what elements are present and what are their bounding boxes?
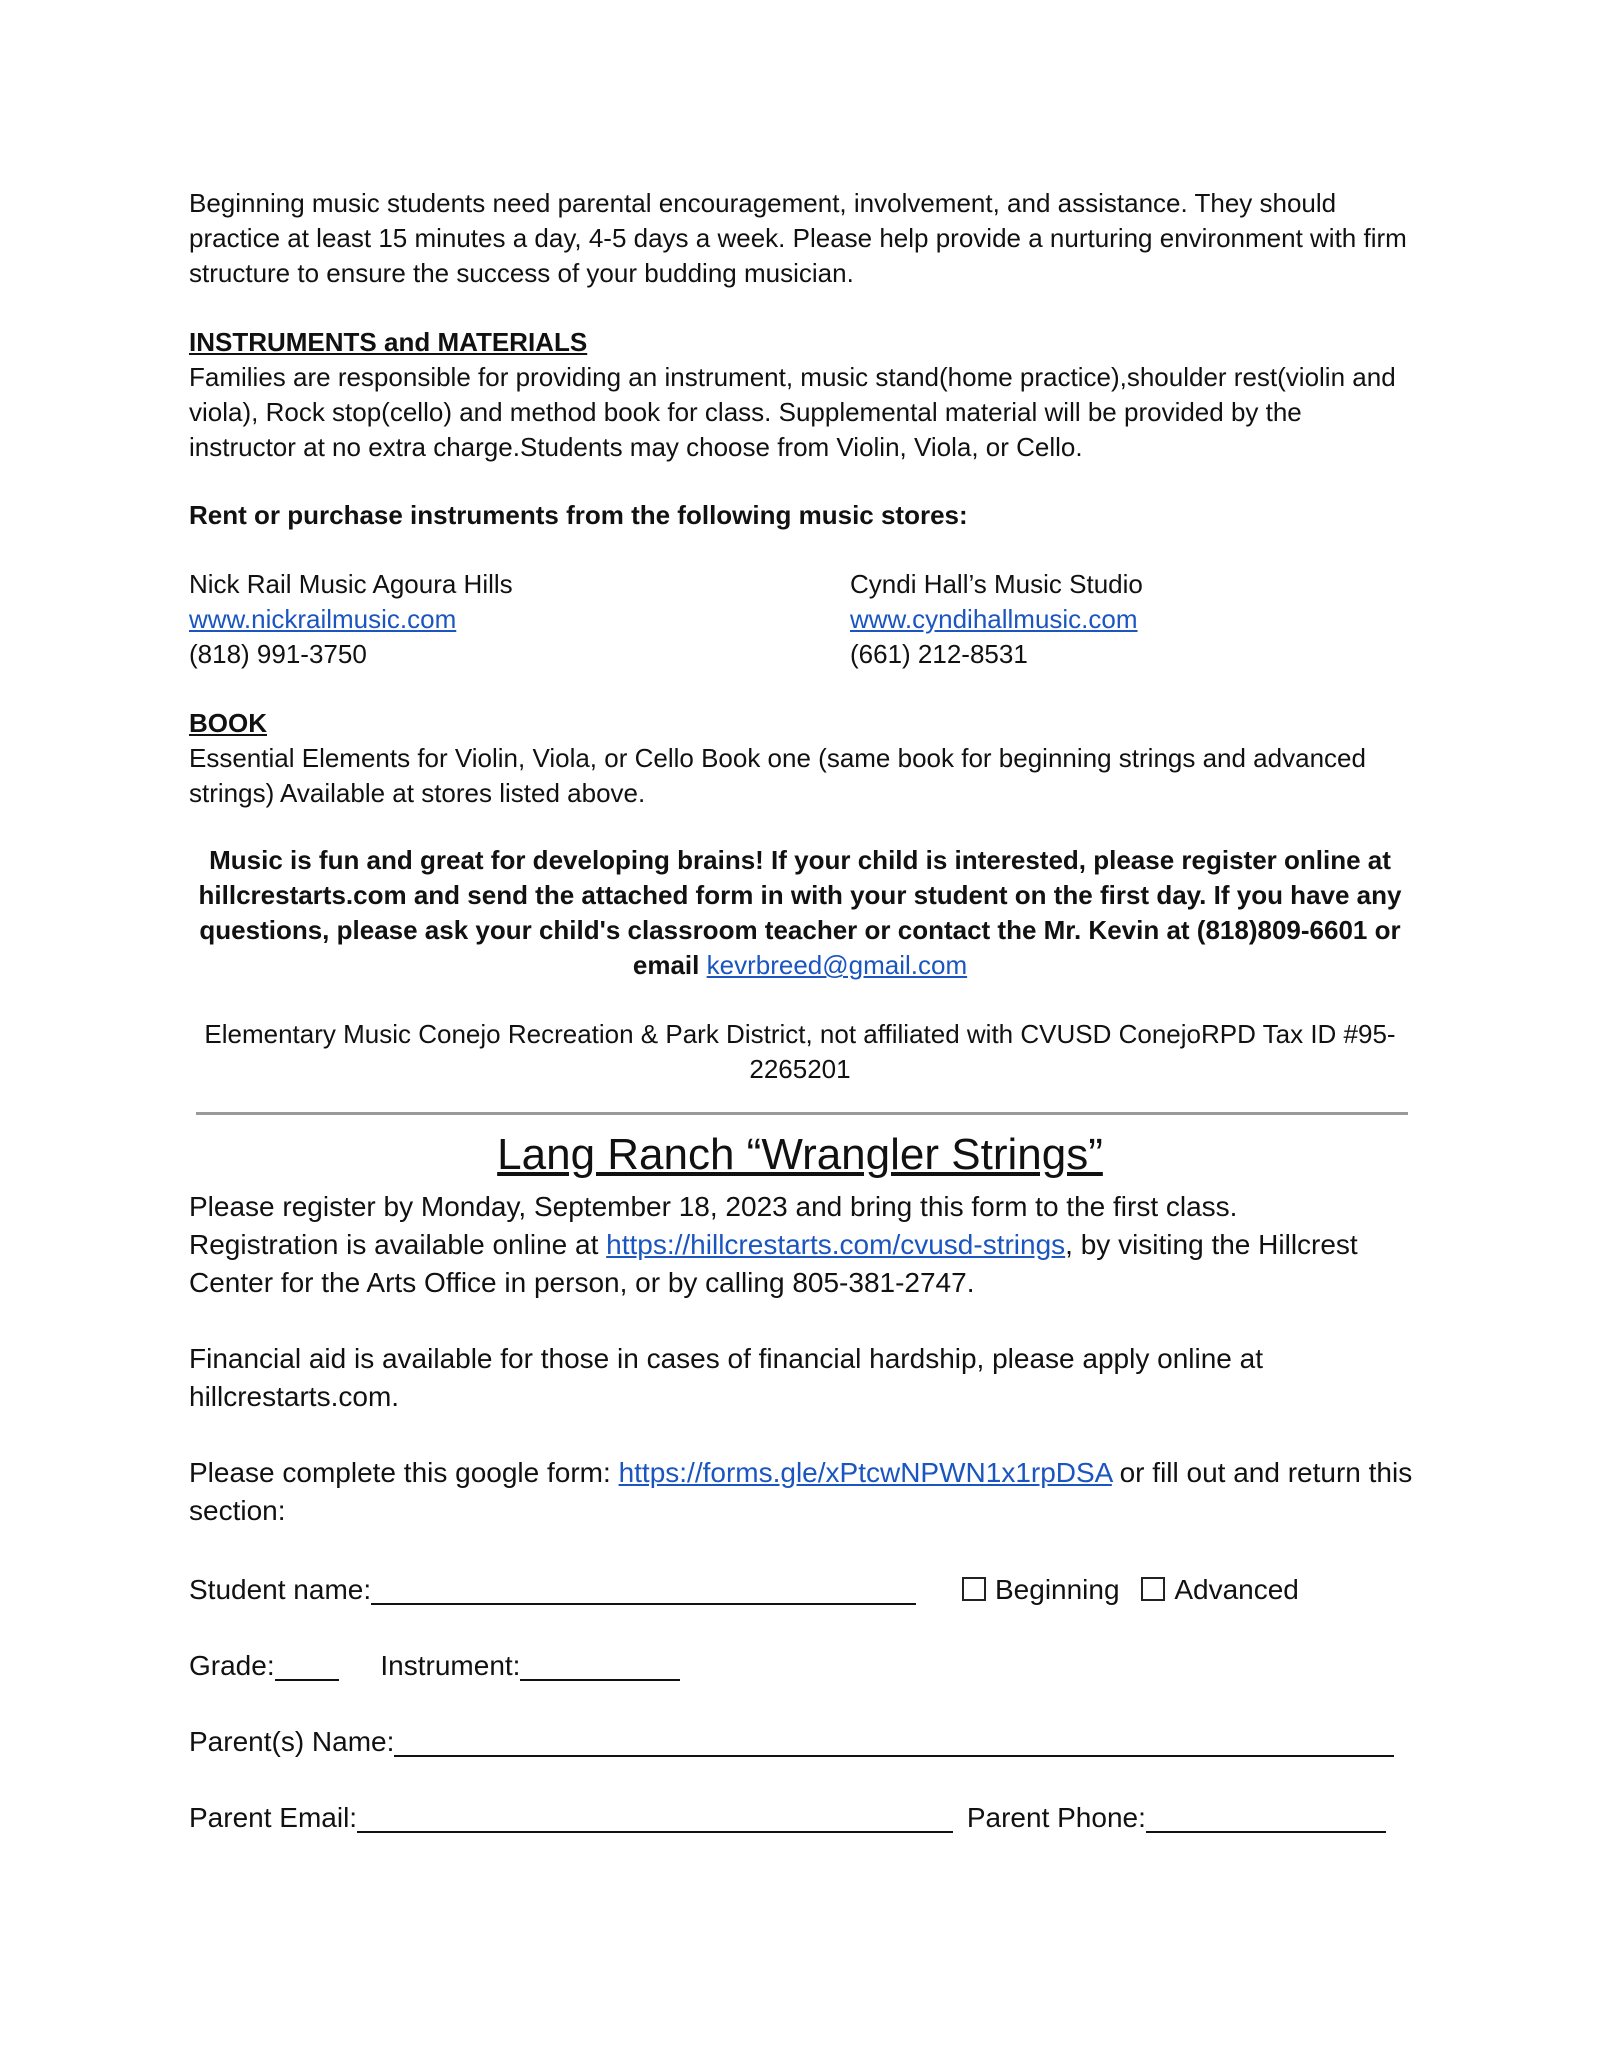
store-name: Cyndi Hall’s Music Studio	[850, 569, 1143, 599]
book-heading: BOOK	[189, 708, 267, 738]
parent-phone-label: Parent Phone:	[966, 1802, 1146, 1833]
callout-text: Music is fun and great for developing brains! If your child is interested, please register online at hillcrestarts.com and send the attached form in with your student on the first day. If you have any questions, please ask your child's classroom teacher or contact the Mr. Kevin at (818)809-6601 or email	[198, 845, 1402, 980]
advanced-option[interactable]	[1141, 1574, 1299, 1605]
instrument-field[interactable]	[520, 1649, 680, 1681]
intro-paragraph: Beginning music students need parental encouragement, involvement, and assistance. They should practice at least 15 minutes a day, 4-5 days a week. Please help provide a nurturing environment with firm structure to ensure the success of your budding musician.	[189, 188, 1407, 288]
footer-note: Elementary Music Conejo Recreation & Park District, not affiliated with CVUSD ConejoRPD Tax ID #95-2265201	[204, 1019, 1396, 1084]
checkbox-icon[interactable]	[1141, 1577, 1165, 1601]
stores-heading: Rent or purchase instruments from the following music stores:	[189, 500, 968, 530]
book-paragraph: Essential Elements for Violin, Viola, or Cello Book one (same book for beginning strings and advanced strings) Available at stores listed above.	[189, 743, 1366, 808]
footer-note-section	[189, 1017, 1411, 1087]
beginning-label: Beginning	[995, 1574, 1120, 1605]
instruments-heading: INSTRUMENTS and MATERIALS	[189, 327, 588, 357]
store-nick-rail	[189, 567, 513, 672]
student-name-row	[189, 1572, 916, 1608]
checkbox-icon[interactable]	[962, 1577, 986, 1601]
parent-phone-field[interactable]	[1146, 1801, 1386, 1833]
callout-paragraph	[189, 843, 1411, 983]
store-phone: (661) 212-8531	[850, 639, 1028, 669]
store-name: Nick Rail Music Agoura Hills	[189, 569, 513, 599]
grade-field[interactable]	[275, 1649, 339, 1681]
parent-email-field[interactable]	[357, 1801, 953, 1833]
beginning-option[interactable]	[962, 1574, 1120, 1605]
google-form-link[interactable]: https://forms.gle/xPtcwNPWN1x1rpDSA	[618, 1457, 1112, 1488]
parent-name-row	[189, 1724, 1394, 1760]
registration-suffix: , by visiting the Hillcrest Center for the Arts Office in person, or by calling 805-381-2747.	[189, 1229, 1358, 1298]
registration-info	[189, 1226, 1419, 1302]
grade-instrument-row	[189, 1648, 680, 1684]
form-intro	[189, 1188, 1419, 1530]
advanced-label: Advanced	[1174, 1574, 1299, 1605]
instruments-paragraph: Families are responsible for providing an instrument, music stand(home practice),shoulder rest(violin and viola), Rock stop(cello) and method book for class. Supplemental material will be provided by the instructor at no extra charge.Students may choose from Violin, Viola, or Cello.	[189, 362, 1396, 462]
divider	[196, 1112, 1408, 1115]
book-section	[189, 706, 1411, 811]
google-suffix: or fill out and return this section:	[189, 1457, 1413, 1526]
store-phone: (818) 991-3750	[189, 639, 367, 669]
intro-section	[189, 186, 1411, 291]
email-link[interactable]: kevrbreed@gmail.com	[706, 950, 968, 980]
parent-name-label: Parent(s) Name:	[189, 1726, 395, 1757]
parent-email-label: Parent Email:	[189, 1802, 358, 1833]
student-name-field[interactable]	[371, 1573, 916, 1605]
store-link[interactable]: www.cyndihallmusic.com	[850, 604, 1138, 634]
parent-contact-row	[189, 1800, 1386, 1836]
instruments-section	[189, 325, 1411, 465]
register-deadline: Please register by Monday, September 18, 2023 and bring this form to the first class.	[189, 1191, 1238, 1222]
instrument-label: Instrument:	[380, 1650, 521, 1681]
parent-name-field[interactable]	[394, 1725, 1394, 1757]
google-prefix: Please complete this google form:	[189, 1457, 619, 1488]
google-form-info	[189, 1454, 1419, 1530]
form-title: Lang Ranch “Wrangler Strings”	[497, 1130, 1103, 1179]
stores-section	[189, 498, 1411, 533]
student-name-label: Student name:	[189, 1574, 372, 1605]
callout-section	[189, 843, 1411, 983]
level-options	[962, 1572, 1299, 1608]
financial-aid: Financial aid is available for those in cases of financial hardship, please apply online at hillcrestarts.com.	[189, 1343, 1263, 1412]
registration-link[interactable]: https://hillcrestarts.com/cvusd-strings	[606, 1229, 1066, 1260]
grade-label: Grade:	[189, 1650, 275, 1681]
registration-prefix: Registration is available online at	[189, 1229, 607, 1260]
store-link[interactable]: www.nickrailmusic.com	[189, 604, 457, 634]
store-cyndi-hall	[850, 567, 1143, 672]
